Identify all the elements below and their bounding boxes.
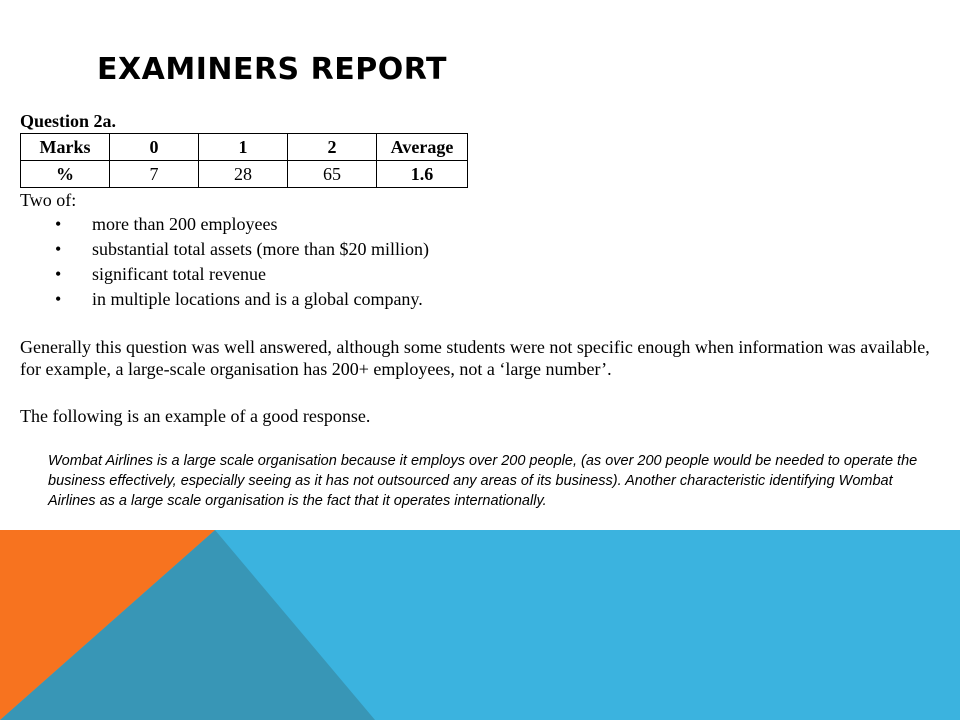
examiners-report bbox=[20, 110, 950, 526]
answer-points bbox=[20, 212, 950, 312]
percent-row-label: % bbox=[21, 161, 110, 188]
bullet-icon: • bbox=[55, 264, 62, 284]
bullet-icon: • bbox=[55, 214, 62, 234]
percent-row bbox=[21, 161, 468, 188]
answer-point-text: significant total revenue bbox=[92, 264, 266, 284]
marks-header-row bbox=[21, 134, 468, 161]
answer-point-text: more than 200 employees bbox=[92, 214, 278, 234]
bullet-icon: • bbox=[55, 289, 62, 309]
answer-intro: Two of: bbox=[20, 190, 77, 210]
answer-point bbox=[20, 237, 950, 262]
example-response: Wombat Airlines is a large scale organisation because it employs over 200 people, (as over 200 people would be needed to operate the business effectively, especially seeing as it has not outsourced any areas of its business). Another characteristic identifying Wombat Airlines as a large scale organisation is the fact that it operates internationally. bbox=[48, 453, 918, 509]
answer-point-text: in multiple locations and is a global company. bbox=[92, 289, 423, 309]
marks-header-0: 0 bbox=[110, 134, 199, 161]
slide-title: EXAMINERS REPORT bbox=[97, 52, 447, 87]
marks-header-2: 2 bbox=[288, 134, 377, 161]
marks-header-1: 1 bbox=[199, 134, 288, 161]
average-value: 1.6 bbox=[377, 161, 468, 188]
percent-value-2: 65 bbox=[288, 161, 377, 188]
answer-point bbox=[20, 212, 950, 237]
answer-point-text: substantial total assets (more than $20 million) bbox=[92, 239, 429, 259]
percent-value-0: 7 bbox=[110, 161, 199, 188]
answer-point bbox=[20, 262, 950, 287]
bullet-icon: • bbox=[55, 239, 62, 259]
marks-header-label: Marks bbox=[21, 134, 110, 161]
commentary-paragraph: Generally this question was well answered, although some students were not specific enough when information was available, for example, a large-scale organisation has 200+ employees, not a ‘large number’. bbox=[20, 337, 930, 379]
decorative-shapes bbox=[0, 530, 960, 720]
average-header: Average bbox=[377, 134, 468, 161]
example-intro: The following is an example of a good response. bbox=[20, 406, 371, 426]
percent-value-1: 28 bbox=[199, 161, 288, 188]
marks-table bbox=[20, 133, 468, 188]
question-heading: Question 2a. bbox=[20, 111, 117, 131]
answer-point bbox=[20, 287, 950, 312]
